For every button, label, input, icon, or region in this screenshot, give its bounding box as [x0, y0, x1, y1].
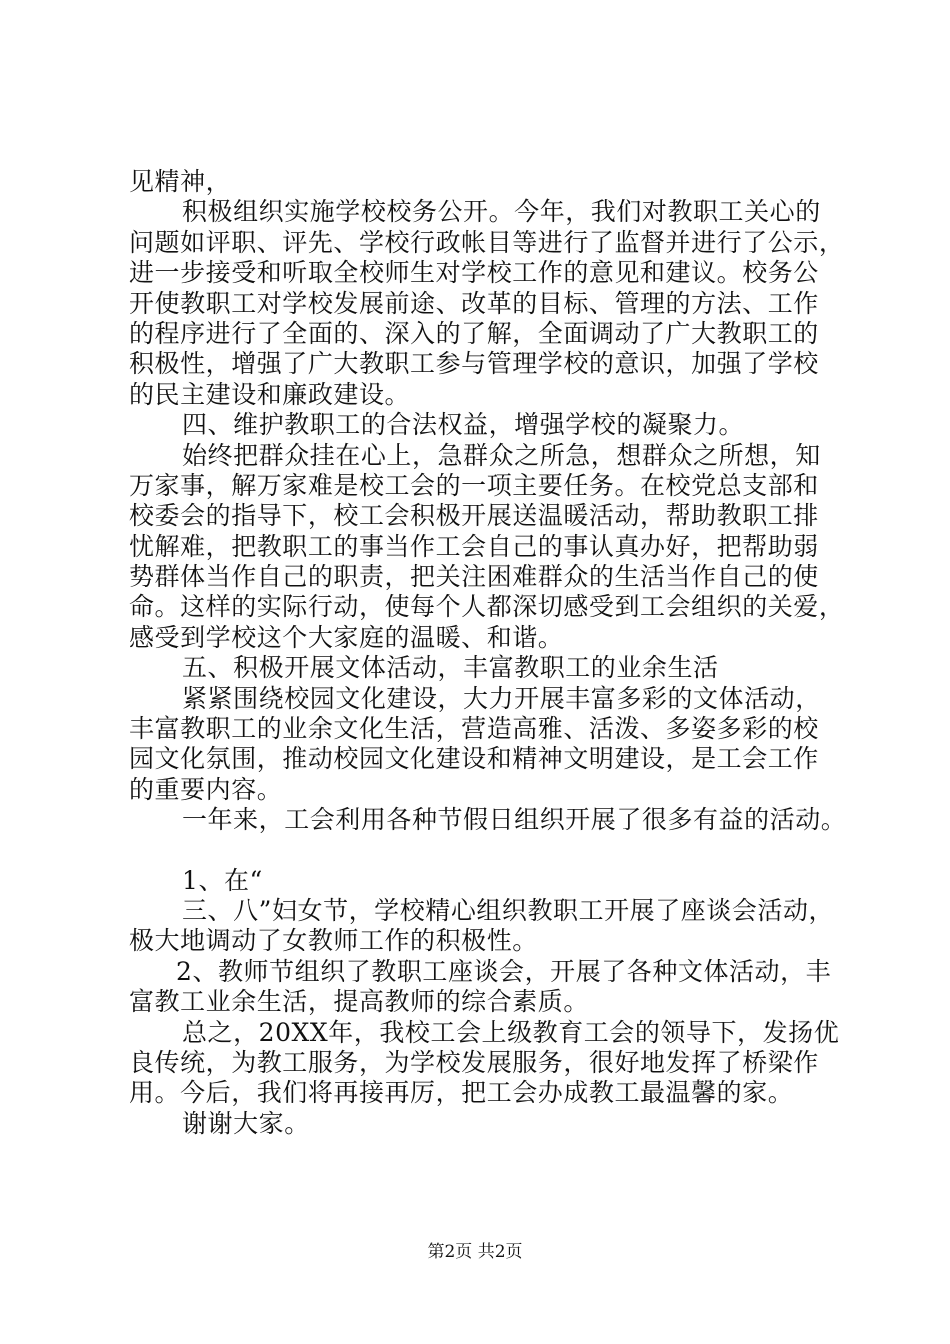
text-line: 用。今后，我们将再接再厉，把工会办成教工最温馨的家。: [129, 1078, 794, 1108]
text-line: 园文化氛围，推动校园文化建设和精神文明建设，是工会工作: [129, 744, 819, 774]
text-line: 进一步接受和听取全校师生对学校工作的意见和建议。校务公: [129, 258, 819, 288]
document-body: [129, 167, 847, 1139]
page-number: 第2页 共2页: [427, 1242, 523, 1262]
text-line: 一年来，工会利用各种节假日组织开展了很多有益的活动。: [182, 805, 847, 835]
text-line: 极大地调动了女教师工作的积极性。: [129, 926, 538, 956]
text-line: 良传统，为教工服务，为学校发展服务，很好地发挥了桥梁作: [129, 1047, 819, 1077]
text-line: 的民主建设和廉政建设。: [129, 379, 411, 409]
list-item-marker: 1、在“: [182, 865, 263, 895]
text-line: 紧紧围绕校园文化建设，大力开展丰富多彩的文体活动，: [182, 683, 821, 713]
section-heading: 五、积极开展文体活动，丰富教职工的业余生活: [182, 653, 719, 683]
text-line: 见精神，: [129, 167, 232, 196]
text-line: 的程序进行了全面的、深入的了解，全面调动了广大教职工的: [129, 318, 819, 348]
text-line: 万家事，解万家难是校工会的一项主要任务。在校党总支部和: [129, 470, 819, 500]
text-line: 始终把群众挂在心上，急群众之所急，想群众之所想，知: [182, 440, 821, 470]
closing-line: 谢谢大家。: [182, 1108, 310, 1138]
text-line: 校委会的指导下，校工会积极开展送温暖活动，帮助教职工排: [129, 501, 819, 531]
list-item: 2、教师节组织了教职工座谈会，开展了各种文体活动，丰: [176, 956, 832, 986]
text-line: 命。这样的实际行动，使每个人都深切感受到工会组织的关爱，: [129, 592, 845, 622]
text-line: 势群体当作自己的职责，把关注困难群众的生活当作自己的使: [129, 562, 819, 592]
text-line: 感受到学校这个大家庭的温暖、和谐。: [129, 622, 564, 652]
text-line: 积极组织实施学校校务公开。今年，我们对教职工关心的: [182, 197, 821, 227]
text-line: 三、八”妇女节，学校精心组织教职工开展了座谈会活动，: [182, 895, 835, 925]
text-line: 的重要内容。: [129, 774, 283, 804]
text-line: 丰富教职工的业余文化生活，营造高雅、活泼、多姿多彩的校: [129, 714, 819, 744]
text-line: 积极性，增强了广大教职工参与管理学校的意识，加强了学校: [129, 349, 819, 379]
section-heading: 四、维护教职工的合法权益，增强学校的凝聚力。: [182, 410, 745, 440]
text-line: 问题如评职、评先、学校行政帐目等进行了监督并进行了公示，: [129, 227, 845, 257]
text-line: 开使教职工对学校发展前途、改革的目标、管理的方法、工作: [129, 288, 819, 318]
text-line: 富教工业余生活，提高教师的综合素质。: [129, 987, 589, 1017]
paragraph-gap: [129, 836, 844, 866]
text-line: 总之，20XX年，我校工会上级教育工会的领导下，发扬优: [182, 1017, 840, 1047]
text-line: 忧解难，把教职工的事当作工会自己的事认真办好，把帮助弱: [129, 531, 819, 561]
